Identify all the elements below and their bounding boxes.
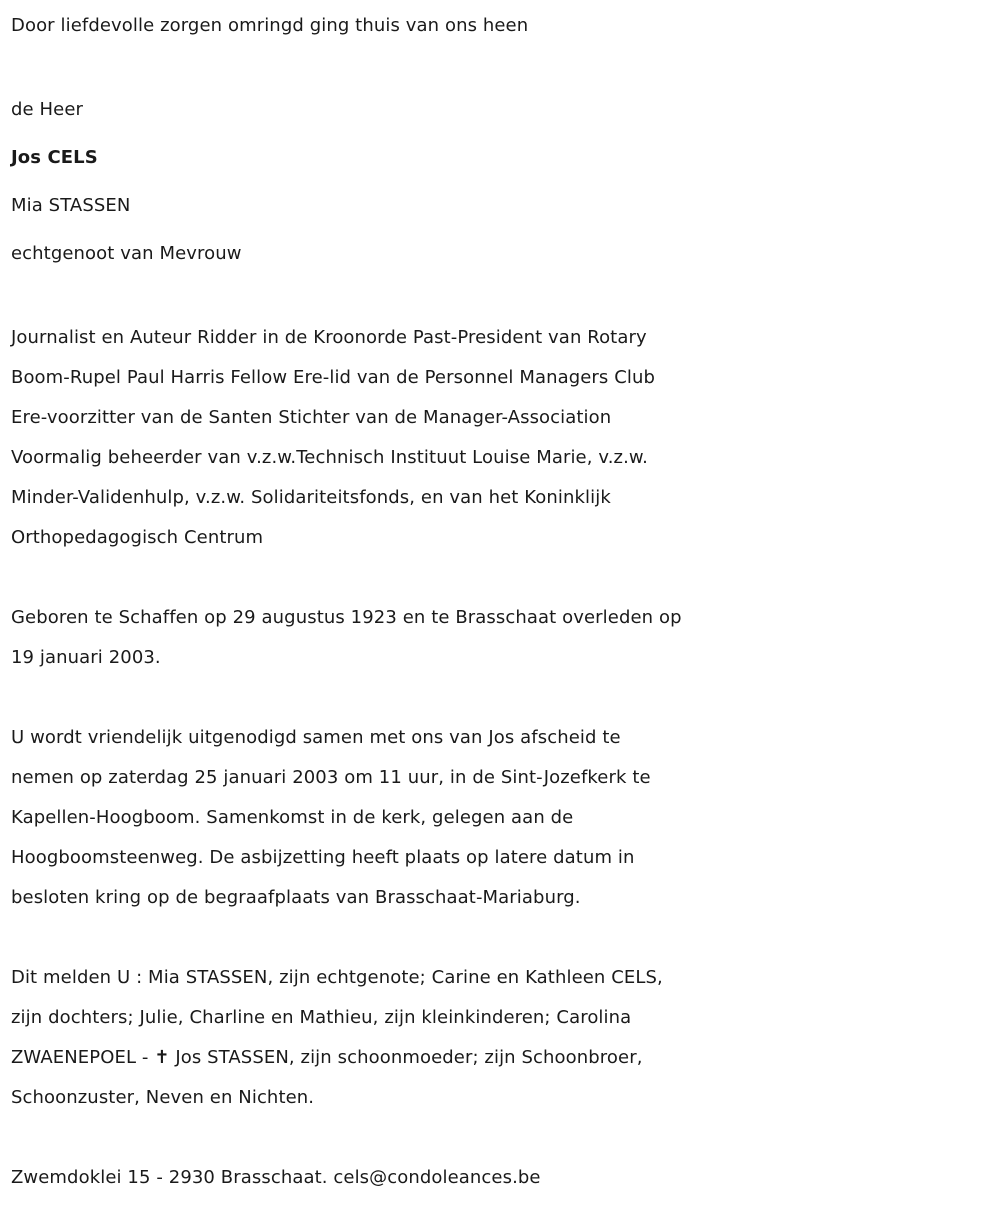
birth-death-line: Geboren te Schaffen op 29 augustus 1923 en te Brasschaat overleden op [11, 607, 682, 628]
invitation-line: besloten kring op de begraafplaats van Brasschaat-Mariaburg. [11, 887, 581, 908]
invitation-paragraph [11, 718, 991, 918]
invitation-line: Hoogboomsteenweg. De asbijzetting heeft plaats op latere datum in [11, 847, 635, 868]
family-line: Schoonzuster, Neven en Nichten. [11, 1087, 315, 1108]
invitation-line: U wordt vriendelijk uitgenodigd samen met ons van Jos afscheid te [11, 727, 621, 748]
spacer [11, 46, 991, 86]
address-text: Zwemdoklei 15 - 2930 Brasschaat. cels@condoleances.be [11, 1167, 541, 1188]
obituary-notice [11, 6, 991, 1198]
deceased-name: Jos CELS [11, 147, 98, 168]
spacer [11, 1118, 991, 1158]
titles-paragraph [11, 318, 991, 558]
titles-line: Journalist en Auteur Ridder in de Kroonorde Past-President van Rotary [11, 327, 647, 348]
titles-line: Voormalig beheerder van v.z.w.Technisch Instituut Louise Marie, v.z.w. [11, 447, 648, 468]
birth-death-line: 19 januari 2003. [11, 647, 161, 668]
family-line: ZWAENEPOEL - ✝ Jos STASSEN, zijn schoonmoeder; zijn Schoonbroer, [11, 1047, 643, 1068]
intro-text: Door liefdevolle zorgen omringd ging thuis van ons heen [11, 15, 529, 36]
spacer [11, 918, 991, 958]
family-paragraph [11, 958, 991, 1118]
birth-death-paragraph [11, 598, 991, 678]
titles-line: Boom-Rupel Paul Harris Fellow Ere-lid van de Personnel Managers Club [11, 367, 656, 388]
spouse-name: Mia STASSEN [11, 195, 131, 216]
spacer [11, 278, 991, 318]
titles-line: Ere-voorzitter van de Santen Stichter van de Manager-Association [11, 407, 612, 428]
spacer [11, 678, 991, 718]
titles-line: Minder-Validenhulp, v.z.w. Solidariteitsfonds, en van het Koninklijk [11, 487, 611, 508]
family-line: zijn dochters; Julie, Charline en Mathieu, zijn kleinkinderen; Carolina [11, 1007, 632, 1028]
titles-line: Orthopedagogisch Centrum [11, 527, 264, 548]
spacer [11, 558, 991, 598]
relation-text: echtgenoot van Mevrouw [11, 243, 242, 264]
family-line: Dit melden U : Mia STASSEN, zijn echtgenote; Carine en Kathleen CELS, [11, 967, 663, 988]
invitation-line: Kapellen-Hoogboom. Samenkomst in de kerk, gelegen aan de [11, 807, 574, 828]
invitation-line: nemen op zaterdag 25 januari 2003 om 11 uur, in de Sint-Jozefkerk te [11, 767, 651, 788]
salutation: de Heer [11, 99, 84, 120]
